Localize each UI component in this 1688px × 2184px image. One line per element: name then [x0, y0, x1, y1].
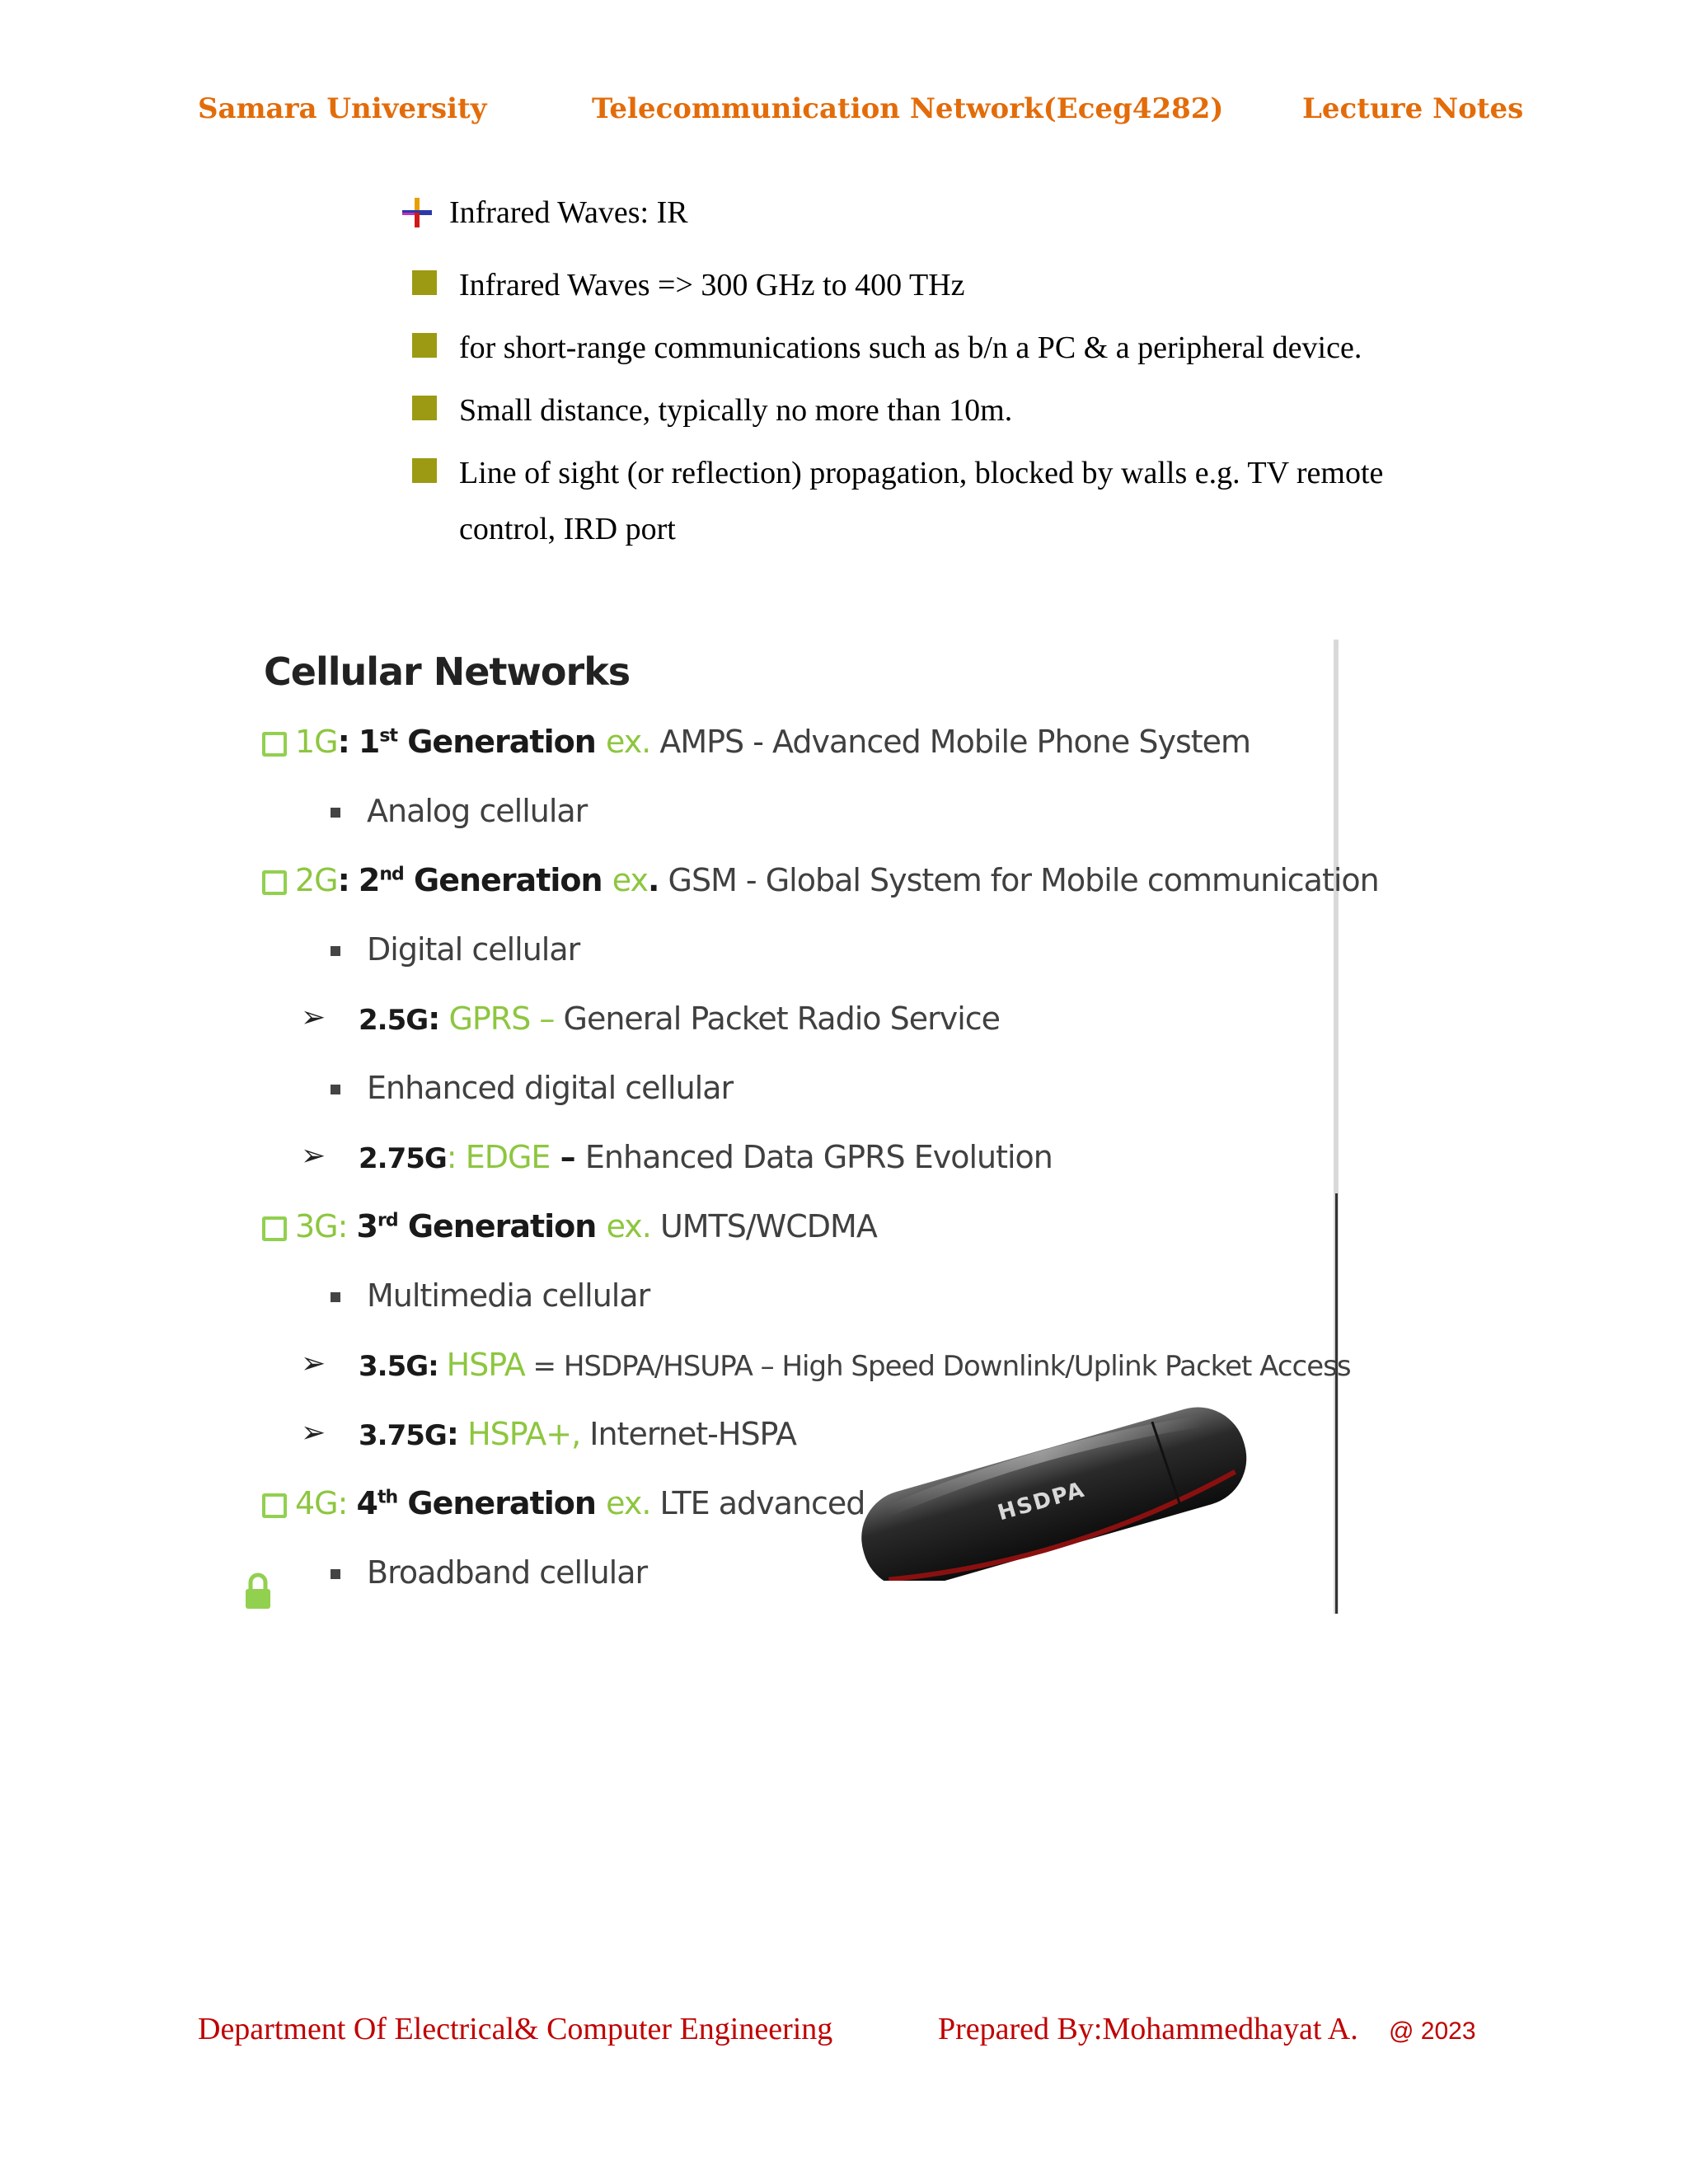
- square-bullet-icon: [412, 333, 437, 358]
- generation-2-5g: ➢ 2.5G: GPRS – General Packet Radio Service: [301, 1001, 1001, 1037]
- generation-2-5g-desc: Enhanced digital cellular: [367, 1070, 733, 1106]
- list-item: for short-range communications such as b/n a PC & a peripheral device.: [412, 320, 1484, 376]
- square-bullet-icon: [331, 1569, 340, 1579]
- header-course: Telecommunication Network(Eceg4282): [592, 92, 1224, 125]
- footer-author: Prepared By:Mohammedhayat A.: [938, 2012, 1358, 2046]
- list-item: Small distance, typically no more than 10m.: [412, 382, 1484, 438]
- checkbox-bullet-icon: [262, 1493, 287, 1518]
- generation-2g-desc: Digital cellular: [367, 931, 579, 968]
- header-section: Lecture Notes: [1302, 92, 1524, 125]
- page-header: [0, 92, 1688, 142]
- generation-2-75g: ➢ 2.75G: EDGE – Enhanced Data GPRS Evolution: [301, 1139, 1053, 1175]
- ir-bullet-list: [412, 257, 1484, 564]
- generation-3g: 3G: 3rd Generation ex. UMTS/WCDMA: [295, 1208, 877, 1244]
- lock-icon: [244, 1572, 272, 1610]
- checkbox-bullet-icon: [262, 870, 287, 895]
- arrow-bullet-icon: ➢: [301, 1001, 326, 1034]
- hsdpa-usb-modem-image: [837, 1399, 1266, 1581]
- arrow-bullet-icon: ➢: [301, 1416, 326, 1450]
- square-bullet-icon: [331, 808, 340, 818]
- list-item: Infrared Waves => 300 GHz to 400 THz: [412, 257, 1484, 313]
- generation-3g-desc: Multimedia cellular: [367, 1277, 649, 1314]
- list-item: Line of sight (or reflection) propagation, blocked by walls e.g. TV remote control, IRD port: [412, 445, 1484, 557]
- checkbox-bullet-icon: [262, 732, 287, 757]
- square-bullet-icon: [331, 946, 340, 956]
- checkbox-bullet-icon: [262, 1216, 287, 1241]
- cross-bullet-icon: [402, 198, 432, 227]
- generation-1g: 1G: 1st Generation ex. AMPS - Advanced Mobile Phone System: [295, 724, 1250, 760]
- cellular-networks-slide: [223, 633, 1379, 1614]
- generation-3-75g: ➢ 3.75G: HSPA+, Internet-HSPA: [301, 1416, 797, 1452]
- square-bullet-icon: [331, 1085, 340, 1094]
- arrow-bullet-icon: ➢: [301, 1139, 326, 1173]
- generation-4g: 4G: 4th Generation ex. LTE advanced: [295, 1485, 865, 1521]
- square-bullet-icon: [412, 396, 437, 420]
- square-bullet-icon: [412, 270, 437, 295]
- arrow-bullet-icon: ➢: [301, 1347, 326, 1380]
- generation-4g-desc: Broadband cellular: [367, 1554, 647, 1591]
- generation-3-5g: ➢ 3.5G: HSPA = HSDPA/HSUPA – High Speed Downlink/Uplink Packet Access: [301, 1347, 1351, 1383]
- footer-year: @ 2023: [1389, 2018, 1476, 2045]
- square-bullet-icon: [412, 458, 437, 483]
- generation-1g-desc: Analog cellular: [367, 793, 587, 829]
- square-bullet-icon: [331, 1292, 340, 1302]
- header-university: Samara University: [198, 92, 487, 125]
- page-footer: [0, 2011, 1688, 2060]
- footer-department: Department Of Electrical& Computer Engineering: [198, 2012, 833, 2046]
- dongle-label: HSDPA: [995, 1477, 1089, 1526]
- generation-2g: 2G: 2nd Generation ex. GSM - Global System for Mobile communication: [295, 862, 1379, 898]
- ir-heading-text: Infrared Waves: IR: [449, 195, 688, 230]
- slide-edge-divider-dark: [1335, 1193, 1338, 1614]
- slide-title: Cellular Networks: [264, 649, 631, 694]
